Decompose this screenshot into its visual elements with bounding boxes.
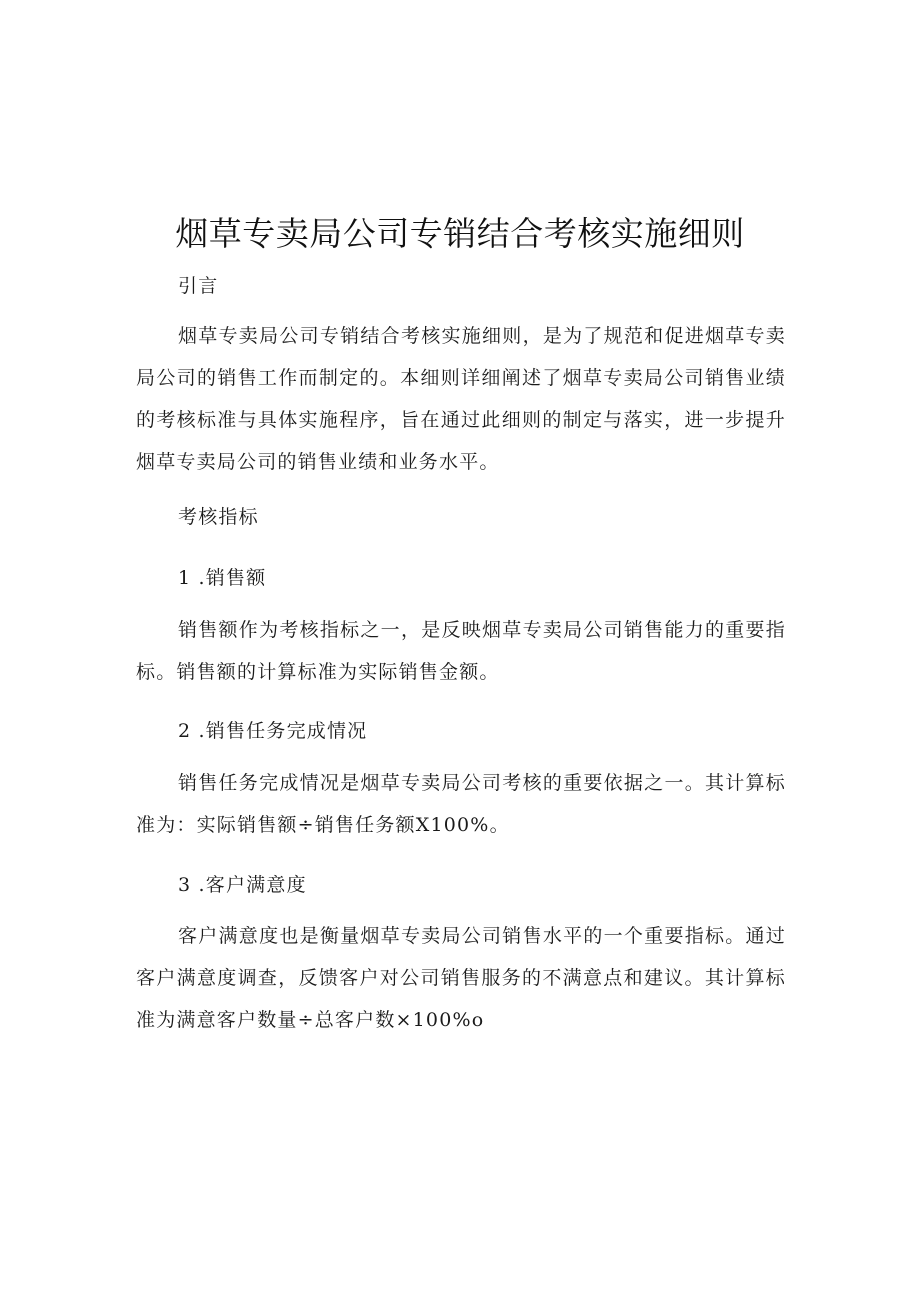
document-title: 烟草专卖局公司专销结合考核实施细则 bbox=[175, 214, 745, 253]
intro-paragraph: 烟草专卖局公司专销结合考核实施细则，是为了规范和促进烟草专卖局公司的销售工作而制定的。本细则详细阐述了烟草专卖局公司销售业绩的考核标准与具体实施程序，旨在通过此细则的制定与落实，进一步提升烟草专卖局公司的销售业绩和业务水平。 bbox=[136, 325, 786, 473]
indicators-heading: 考核指标 bbox=[178, 506, 259, 528]
section-2-heading: 2 .销售任务完成情况 bbox=[178, 720, 368, 742]
intro-heading: 引言 bbox=[178, 275, 219, 297]
section-1-heading: 1 .销售额 bbox=[178, 567, 267, 589]
section-3-heading: 3 .客户满意度 bbox=[178, 874, 307, 896]
section-1-paragraph: 销售额作为考核指标之一，是反映烟草专卖局公司销售能力的重要指标。销售额的计算标准为实际销售金额。 bbox=[136, 619, 786, 683]
section-2-paragraph: 销售任务完成情况是烟草专卖局公司考核的重要依据之一。其计算标准为：实际销售额÷销售任务额X100%。 bbox=[136, 772, 786, 836]
section-3-paragraph: 客户满意度也是衡量烟草专卖局公司销售水平的一个重要指标。通过客户满意度调查，反馈客户对公司销售服务的不满意点和建议。其计算标准为满意客户数量÷总客户数×100%o bbox=[136, 925, 786, 1031]
